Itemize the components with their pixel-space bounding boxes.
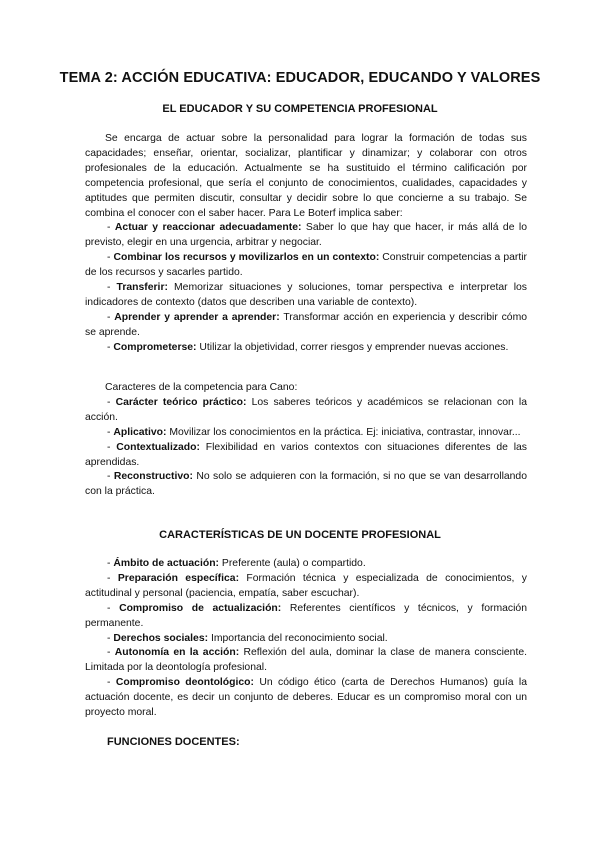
item-term: Preparación específica: xyxy=(117,572,240,584)
cano-intro: Caracteres de la competencia para Cano: xyxy=(105,382,298,393)
list-item: - Actuar y reaccionar adecuadamente: Saber lo que hay que hacer, ir más allá de lo previsto, elegir en una urgencia, arbitrar y negociar. xyxy=(85,222,527,249)
item-term: Reconstructivo: xyxy=(113,471,193,483)
item-text: Un código ético (carta de Derechos Humanos) guía la actuación docente, es decir un conjunto de deberes. Educar es un compromiso moral con un proyecto moral. xyxy=(85,677,527,719)
item-text: Utilizar la objetividad, correr riesgos y emprender nuevas acciones. xyxy=(199,341,509,353)
section1-body xyxy=(85,132,527,356)
list-item: - Aprender y aprender a aprender: Transformar acción en experiencia y describir cómo se aprende. xyxy=(85,311,528,338)
list-item: - Derechos sociales: Importancia del reconocimiento social. xyxy=(107,632,388,644)
section1-intro: Se encarga de actuar sobre la personalidad para lograr la formación de todas sus capacidades; enseñar, orientar, socializar, plantificar y dinamizar; y colaborar con otros profesionales de la educación. Actualmente se ha sustituido el término calificación por competencia profesional, que sería el conjunto de conocimientos, cualidades, capacidades y aptitudes que permiten discutir, consultar y decidir sobre lo que concierne a su trabajo. Se combina el conocer con el saber hacer. Para Le Boterf implica saber: xyxy=(85,133,527,219)
list-item: - Autonomía en la acción: Reflexión del aula, dominar la clase de manera consciente. Limitada por la deontología profesional. xyxy=(85,647,527,674)
item-text: Los saberes teóricos y académicos se relacionan con la acción. xyxy=(85,396,528,423)
item-term: Combinar los recursos y movilizarlos en un contexto: xyxy=(113,252,380,264)
cano-block xyxy=(85,381,527,500)
item-text: Flexibilidad en varios contextos con situaciones diferentes de las aprendidas. xyxy=(85,441,527,468)
list-item: - Ámbito de actuación: Preferente (aula) o compartido. xyxy=(107,558,366,569)
list-item: - Compromiso deontológico: Un código ético (carta de Derechos Humanos) guía la actuación docente, es decir un conjunto de deberes. Educar es un compromiso moral con un proyecto moral. xyxy=(85,677,527,719)
list-item: - Preparación específica: Formación técnica y especializada de conocimientos, y actitudinal y personal (paciencia, empatía, saber escuchar). xyxy=(85,572,527,599)
item-text: No solo se adquieren con la formación, si no que se van desarrollando con la práctica. xyxy=(85,471,527,498)
item-text: Preferente (aula) o compartido. xyxy=(221,558,366,569)
list-item: - Transferir: Memorizar situaciones y soluciones, tomar perspectiva e interpretar los indicadores de contexto (datos que describen una variable de contexto). xyxy=(85,282,527,308)
list-item: - Combinar los recursos y movilizarlos en un contexto: Construir competencias a partir de los recursos y sacarles partido. xyxy=(85,252,527,279)
page-title: TEMA 2: ACCIÓN EDUCATIVA: EDUCADOR, EDUCANDO Y VALORES xyxy=(59,70,541,86)
item-text: Reflexión del aula, dominar la clase de manera consciente. Limitada por la deontología profesional. xyxy=(85,647,527,674)
item-term: Compromiso de actualización: xyxy=(119,602,282,614)
list-item: - Carácter teórico práctico: Los saberes teóricos y académicos se relacionan con la acción. xyxy=(85,396,528,423)
item-text: Transformar acción en experiencia y describir cómo se aprende. xyxy=(85,311,528,338)
item-text: Referentes científicos y técnicos, y formación permanente. xyxy=(85,602,527,629)
item-text: Saber lo que hay que hacer, ir más allá de lo previsto, elegir en una urgencia, arbitrar y negociar. xyxy=(85,222,527,249)
item-text: Movilizar los conocimientos en la práctica. Ej: iniciativa, contrastar, innovar... xyxy=(169,426,521,438)
item-term: Aprender y aprender a aprender: xyxy=(114,311,280,323)
section2-heading: CARACTERÍSTICAS DE UN DOCENTE PROFESIONAL xyxy=(159,529,441,541)
list-item: - Comprometerse: Utilizar la objetividad, correr riesgos y emprender nuevas acciones. xyxy=(107,341,509,353)
item-term: Aplicativo: xyxy=(113,426,167,438)
item-text: Memorizar situaciones y soluciones, tomar perspectiva e interpretar los indicadores de contexto (datos que describen una variable de contexto). xyxy=(85,282,527,308)
item-text: Formación técnica y especializada de conocimientos, y actitudinal y personal (paciencia, empatía, saber escuchar). xyxy=(85,572,527,599)
list-item: - Contextualizado: Flexibilidad en varios contextos con situaciones diferentes de las aprendidas. xyxy=(85,441,527,468)
section1-heading: EL EDUCADOR Y SU COMPETENCIA PROFESIONAL xyxy=(162,103,438,115)
item-term: Transferir: xyxy=(116,282,168,294)
section3-heading: FUNCIONES DOCENTES: xyxy=(107,736,240,748)
item-term: Autonomía en la acción: xyxy=(114,647,240,659)
item-term: Ámbito de actuación: xyxy=(113,558,220,569)
list-item: - Aplicativo: Movilizar los conocimientos en la práctica. Ej: iniciativa, contrastar, innovar... xyxy=(107,426,521,438)
item-text: Importancia del reconocimiento social. xyxy=(210,632,388,644)
list-item: - Compromiso de actualización: Referentes científicos y técnicos, y formación permanente. xyxy=(85,602,527,629)
item-term: Comprometerse: xyxy=(113,341,197,353)
item-text: Construir competencias a partir de los recursos y sacarles partido. xyxy=(85,252,527,279)
item-term: Contextualizado: xyxy=(116,441,200,453)
item-term: Derechos sociales: xyxy=(113,632,209,644)
item-term: Actuar y reaccionar adecuadamente: xyxy=(114,222,302,234)
list-item: - Reconstructivo: No solo se adquieren con la formación, si no que se van desarrollando con la práctica. xyxy=(85,471,527,498)
item-term: Compromiso deontológico: xyxy=(115,677,254,689)
section2-body xyxy=(85,557,527,721)
item-term: Carácter teórico práctico: xyxy=(115,396,247,408)
